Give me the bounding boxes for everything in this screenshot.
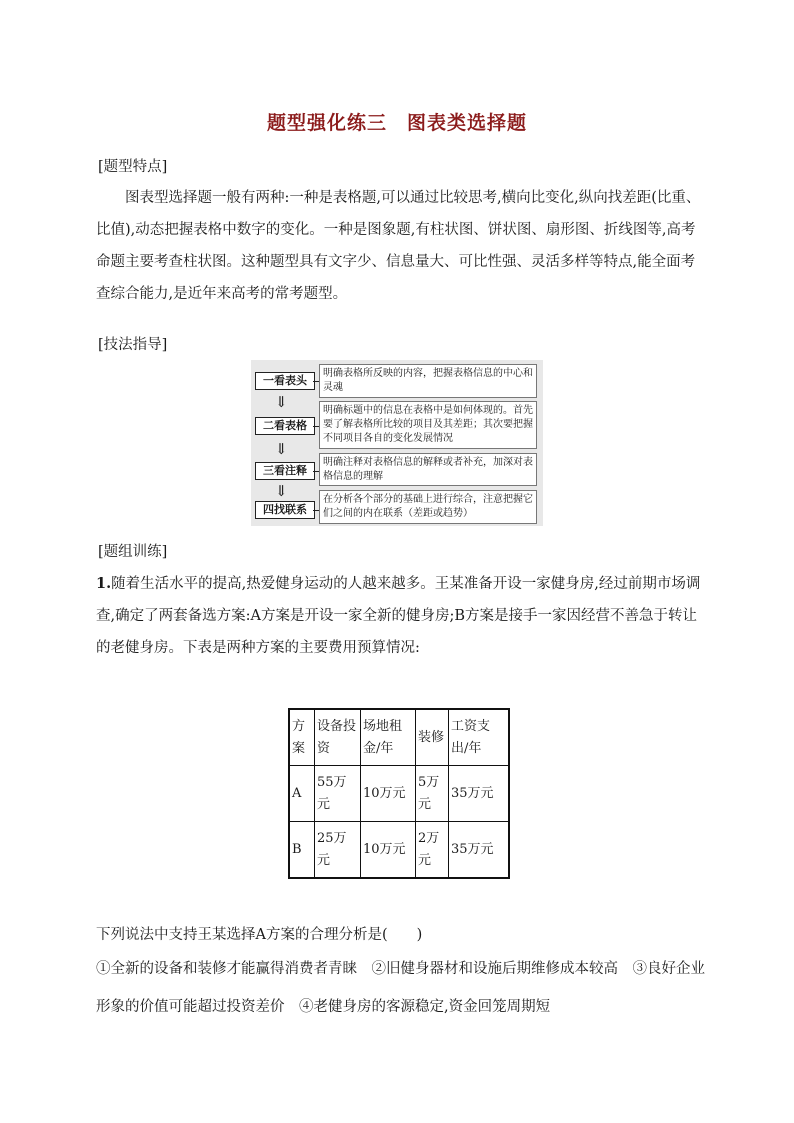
question-1-stem	[96, 568, 701, 664]
page-title: 题型强化练三 图表类选择题	[266, 112, 527, 134]
method-flow-diagram	[251, 360, 543, 526]
table-cell: 5万元	[416, 766, 449, 822]
table-cell: 35万元	[449, 822, 510, 879]
budget-table	[288, 708, 510, 879]
step-desc-2: 明确标题中的信息在表格中是如何体现的。首先要了解表格所比较的项目及其差距；其次要把握不同项目各自的变化发展情况	[319, 401, 537, 449]
table-cell: 2万元	[416, 822, 449, 879]
table-cell: 35万元	[449, 766, 510, 822]
table-row	[289, 822, 509, 879]
table-cell: 55万元	[315, 766, 361, 822]
table-cell: A	[289, 766, 315, 822]
step-desc-3: 明确注释对表格信息的解释或者补充，加深对表格信息的理解	[319, 453, 537, 486]
features-paragraph: 图表型选择题一般有两种:一种是表格题,可以通过比较思考,横向比变化,纵向找差距(比重、比值),动态把握表格中数字的变化。一种是图象题,有柱状图、饼状图、扇形图、折线图等,高考命题主要考查柱状图。这种题型具有文字少、信息量大、可比性强、灵活多样等特点,能全面考查综合能力,是近年来高考的常考题型。	[96, 190, 701, 302]
section-label-practice: [题组训练]	[98, 544, 168, 560]
step-box-4: 四找联系	[255, 501, 315, 519]
question-text: 随着生活水平的提高,热爱健身运动的人越来越多。王某准备开设一家健身房,经过前期市场调查,确定了两套备选方案:A方案是开设一家全新的健身房;B方案是接手一家因经营不善急于转让的老健身房。下表是两种方案的主要费用预算情况:	[96, 576, 701, 656]
section-label-features: [题型特点]	[98, 159, 168, 175]
table-cell: B	[289, 822, 315, 879]
step-box-2: 二看表格	[255, 417, 315, 435]
table-row	[289, 766, 509, 822]
table-header-cell: 方案	[289, 709, 315, 766]
step-desc-1: 明确表格所反映的内容，把握表格信息的中心和灵魂	[319, 364, 537, 398]
options-line-2: 形象的价值可能超过投资差价 ④老健身房的客源稳定,资金回笼周期短	[96, 999, 551, 1015]
table-header-cell: 设备投资	[315, 709, 361, 766]
step-desc-4: 在分析各个部分的基础上进行综合，注意把握它们之间的内在联系（差距或趋势）	[319, 490, 537, 524]
step-box-3: 三看注释	[255, 462, 315, 480]
table-header-cell: 装修	[416, 709, 449, 766]
question-prompt: 下列说法中支持王某选择A方案的合理分析是( )	[96, 927, 423, 943]
options-line-1: ①全新的设备和装修才能赢得消费者青睐 ②旧健身器材和设施后期维修成本较高 ③良好企业	[96, 961, 705, 977]
down-arrow-icon: ⇓	[275, 440, 288, 458]
down-arrow-icon: ⇓	[275, 482, 288, 500]
table-header-row	[289, 709, 509, 766]
question-number: 1.	[96, 575, 112, 592]
down-arrow-icon: ⇓	[275, 393, 288, 411]
section-label-method: [技法指导]	[98, 337, 168, 353]
step-box-1: 一看表头	[255, 372, 315, 390]
table-cell: 10万元	[361, 766, 416, 822]
table-header-cell: 场地租金/年	[361, 709, 416, 766]
table-cell: 10万元	[361, 822, 416, 879]
table-header-cell: 工资支出/年	[449, 709, 510, 766]
table-cell: 25万元	[315, 822, 361, 879]
